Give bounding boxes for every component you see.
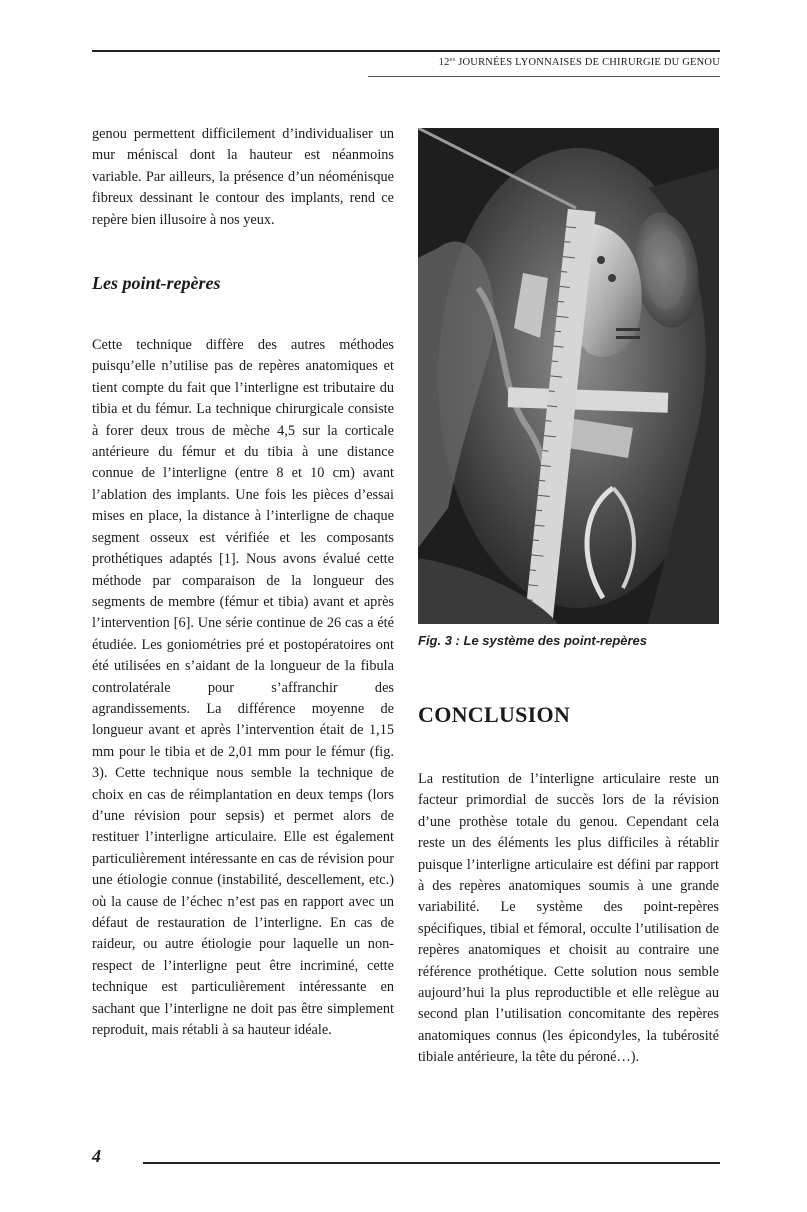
running-head bbox=[439, 56, 720, 68]
surgical-photo-illustration bbox=[418, 128, 719, 624]
surgical-photo bbox=[418, 128, 719, 624]
bottom-rule bbox=[143, 1162, 720, 1164]
header-rule bbox=[368, 76, 720, 77]
left-column bbox=[92, 124, 394, 1041]
top-rule bbox=[92, 50, 720, 52]
conclusion-paragraph: La restitution de l’interligne articulaire reste un facteur primordial de succès lors de la révision d’une prothèse totale du genou. Cependant cela reste un des éléments les plus difficiles à rétablir puisque l’interligne articulaire est défini par rapport à des repères anatomiques soumis à une grande variabilité. Le système des point-repères spécifiques, tibial et fémoral, occulte l’utilisation de repères anatomiques et choisit au contraire une référence prothétique. Cette solution nous semble aujourd’hui la plus reproductible et elle relègue au second plan l’utilisation concomitante des repères anatomiques connus (les épicondyles, la tubérosité tibiale antérieure, la tête du péroné…). bbox=[418, 771, 719, 1066]
intro-paragraph: genou permettent difficilement d’individualiser un mur méniscal dont la hauteur est néanmoins variable. Par ailleurs, la présence d’un néoménisque fibreux dessinant le contour des implants, rend ce repère bien illusoire à nos yeux. bbox=[92, 126, 394, 228]
right-column bbox=[418, 769, 719, 1069]
section-heading: Les point-repères bbox=[92, 273, 221, 294]
figure-caption: Fig. 3 : Le système des point-repères bbox=[418, 633, 648, 648]
conclusion-heading: CONCLUSION bbox=[418, 702, 571, 727]
page-number: 4 bbox=[92, 1146, 101, 1166]
running-head-title: JOURNÉES LYONNAISES DE CHIRURGIE DU GENOU bbox=[455, 57, 720, 68]
running-head-ordinal: es bbox=[449, 56, 456, 63]
method-paragraph: Cette technique diffère des autres méthodes puisqu’elle n’utilise pas de repères anatomiques et tient compte du fait que l’interligne est tributaire du tibia et du fémur. La technique chirurgicale consiste à forer deux trous de mèche 4,5 sur la corticale antérieure du fémur et du tibia à une distance connue de l’interligne (entre 8 et 10 cm) avant l’ablation des implants. Une fois les pièces d’essai mises en place, la distance à l’interligne de chaque segment osseux est vérifiée et les composants prothétiques adaptés [1]. Nous avons évalué cette méthode par comparaison de la longueur des segments de membre (fémur et tibia) avant et après l’intervention [6]. Une série continue de 26 cas a été étudiée. Les goniométries pré et postopératoires ont été utilisées en s’aidant de la longueur de la fibula controlatérale pour s’affranchir des agrandissements. La différence moyenne de longueur avant et après l’intervention était de 1,15 mm pour le tibia et de 2,01 mm pour le fémur (fig. 3). Cette technique nous semble la technique de choix en cas de réimplantation en deux temps (lors d’une révision pour sepsis) et permet alors de restituer l’interligne articulaire. Elle est également particulièrement intéressante en cas de révision pour une étiologie connue (instabilité, descellement, etc.) où la cause de l’échec n’est pas en rapport avec un défaut de restauration de l’interligne. En cas de raideur, ou autre étiologie pour laquelle un non-respect de l’interligne peut être incriminé, cette technique est particulièrement intéressante en sachant que l’interligne ne doit pas être simplement reproduit, mais rétabli à sa hauteur idéale. bbox=[92, 337, 394, 1039]
running-head-number: 12 bbox=[438, 57, 450, 68]
